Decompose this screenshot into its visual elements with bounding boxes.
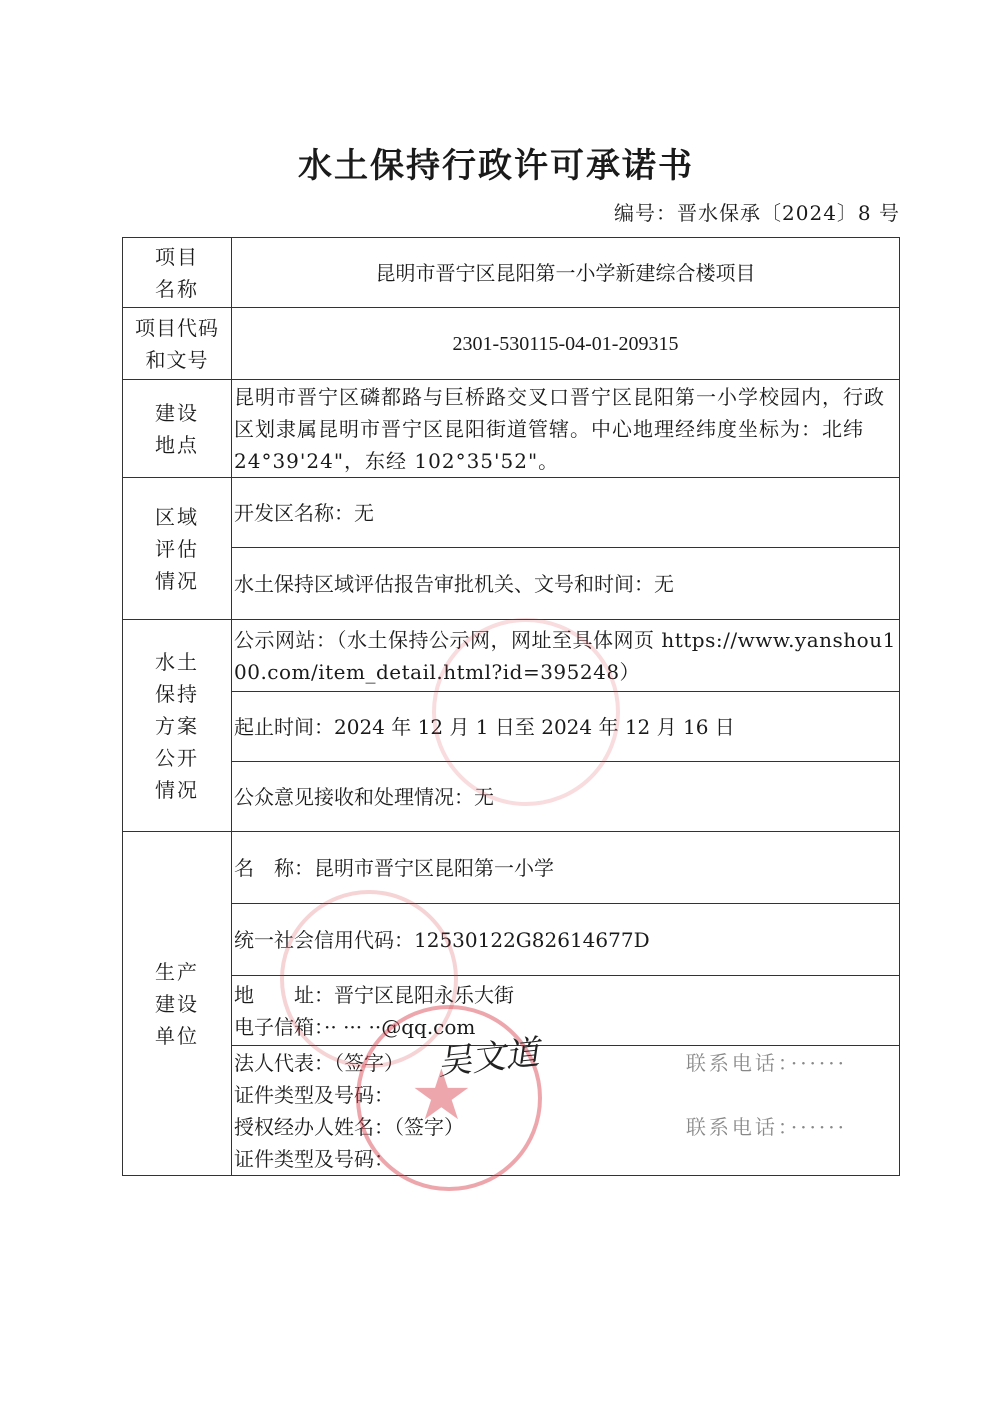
label-unit: 生产 建设 单位 <box>123 832 232 1176</box>
value-legal-id: 证件类型及号码： <box>234 1082 394 1107</box>
value-disclosure-website: 公示网站：（水土保持公示网，网址至具体网页 https://www.yanshou100.com/item_detail.html?id=395248） <box>232 620 900 692</box>
commitment-form-table <box>122 237 900 1176</box>
value-disclosure-period: 起止时间：2024 年 12 月 1 日至 2024 年 12 月 16 日 <box>232 692 900 762</box>
row-disclosure-website <box>123 620 900 692</box>
cell-address-email <box>232 976 900 1046</box>
row-project-code <box>123 308 900 380</box>
row-unit-name <box>123 832 900 904</box>
value-legal-rep: 法人代表：（签字） <box>234 1050 404 1075</box>
label-location: 建设 地点 <box>123 380 232 478</box>
seal-star-icon: ★ <box>410 1054 473 1136</box>
value-eval-approval: 水土保持区域评估报告审批机关、文号和时间：无 <box>232 548 900 620</box>
row-representatives <box>123 1046 900 1176</box>
row-disclosure-period <box>123 692 900 762</box>
value-legal-phone: 联系电话：······ <box>685 1050 847 1075</box>
row-location <box>123 380 900 478</box>
label-project-name: 项目 名称 <box>123 238 232 308</box>
value-agent: 授权经办人姓名：（签字） <box>234 1114 464 1139</box>
value-address: 地 址：晋宁区昆阳永乐大街 <box>234 982 514 1007</box>
value-agent-id: 证件类型及号码： <box>234 1146 394 1171</box>
value-unit-name: 名 称：昆明市晋宁区昆阳第一小学 <box>232 832 900 904</box>
row-project-name <box>123 238 900 308</box>
value-agent-phone: 联系电话：······ <box>685 1114 847 1139</box>
label-regional-eval: 区域 评估 情况 <box>123 478 232 620</box>
document-number: 编号：晋水保承〔2024〕8 号 <box>614 201 900 225</box>
value-location: 昆明市晋宁区磷都路与巨桥路交叉口晋宁区昆阳第一小学校园内，行政区划隶属昆明市晋宁区昆阳街道管辖。中心地理经纬度坐标为：北纬 24°39'24"，东经 102°35'52"。 <box>232 380 900 478</box>
row-eval-approval <box>123 548 900 620</box>
row-credit-code <box>123 904 900 976</box>
row-address-email <box>123 976 900 1046</box>
label-disclosure: 水土 保持 方案 公开 情况 <box>123 620 232 832</box>
cell-representatives <box>232 1046 900 1176</box>
value-disclosure-feedback: 公众意见接收和处理情况：无 <box>232 762 900 832</box>
row-disclosure-feedback <box>123 762 900 832</box>
document-title: 水土保持行政许可承诺书 <box>298 146 694 186</box>
value-dev-zone: 开发区名称：无 <box>232 478 900 548</box>
value-email: 电子信箱：·· ··· ··@qq.com <box>234 1014 476 1039</box>
label-project-code: 项目代码 和文号 <box>123 308 232 380</box>
agent-line <box>234 1111 897 1143</box>
value-credit-code: 统一社会信用代码：12530122G82614677D <box>232 904 900 976</box>
handwritten-signature: 吴文道 <box>435 1032 542 1084</box>
value-project-code: 2301-530115-04-01-209315 <box>232 308 900 380</box>
row-dev-zone <box>123 478 900 548</box>
value-project-name: 昆明市晋宁区昆阳第一小学新建综合楼项目 <box>232 238 900 308</box>
legal-rep-line <box>234 1047 897 1079</box>
